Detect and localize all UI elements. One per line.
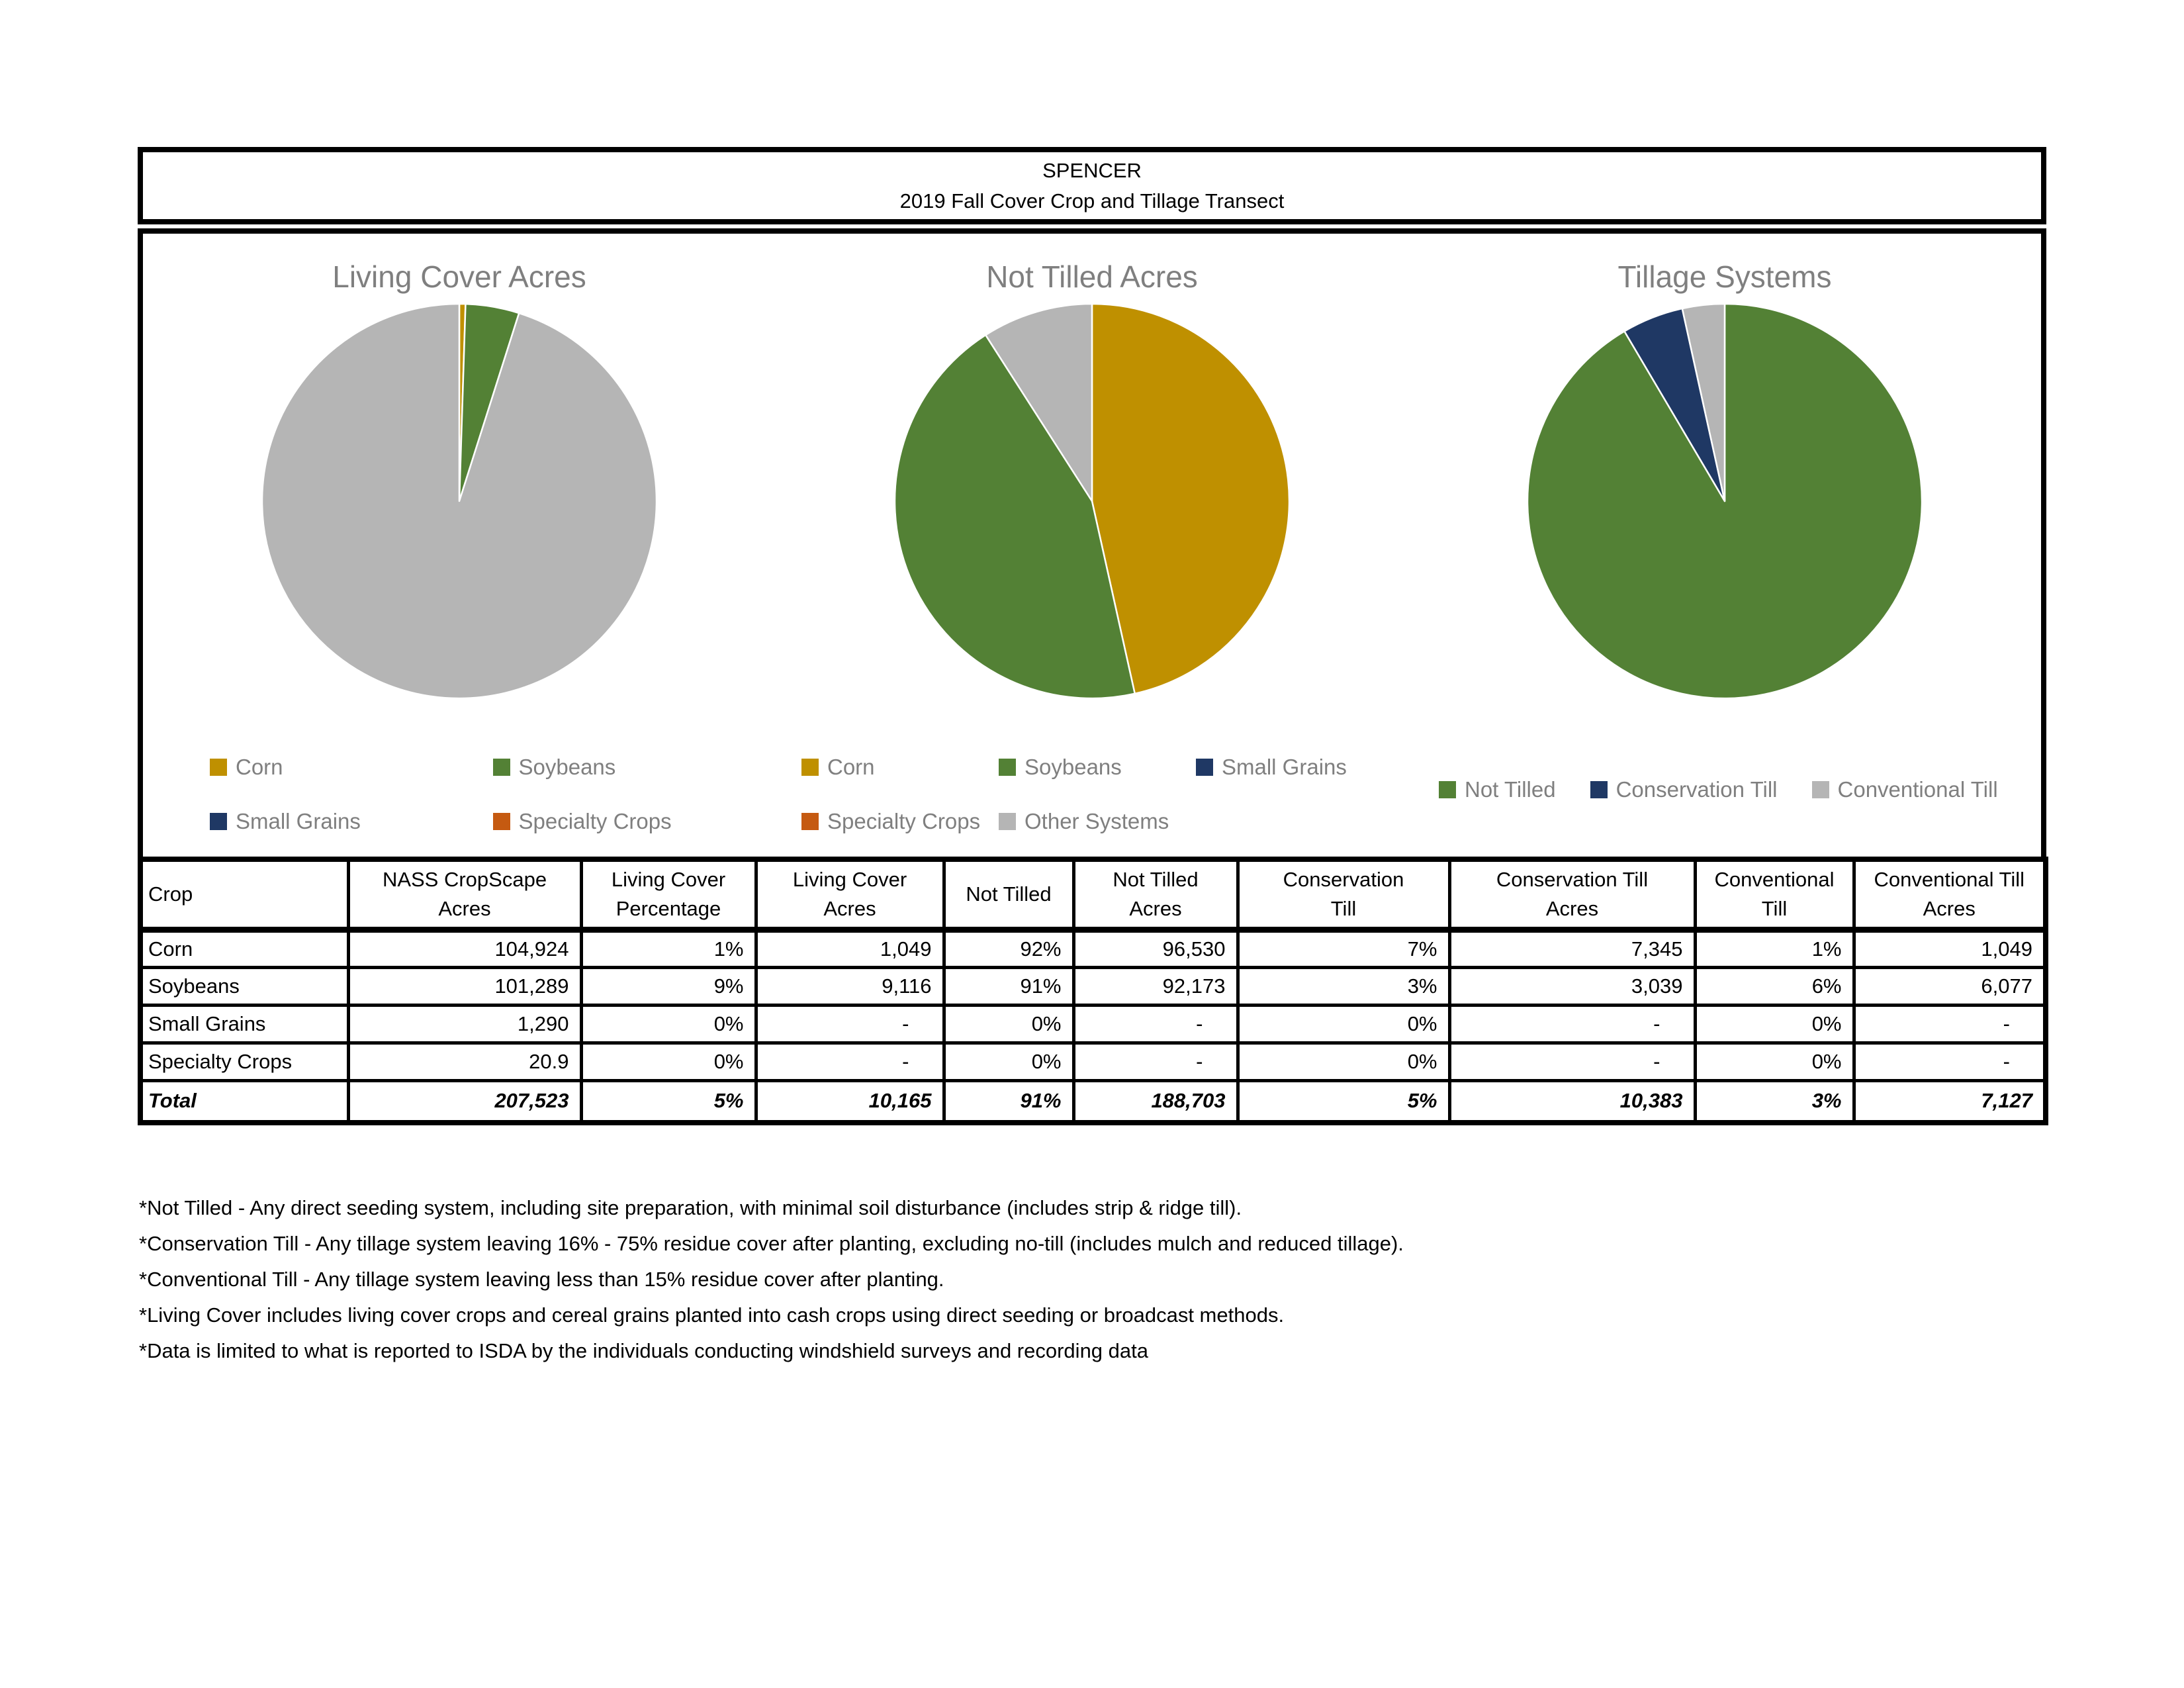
table-cell: - bbox=[756, 1043, 944, 1080]
table-cell: 10,383 bbox=[1449, 1080, 1695, 1123]
legend-label: Not Tilled bbox=[1465, 777, 1556, 802]
table-cell: 1% bbox=[581, 929, 756, 967]
living-cover-acres-pie bbox=[257, 299, 662, 704]
table-cell: Total bbox=[140, 1080, 348, 1123]
footnote: *Not Tilled - Any direct seeding system, including site preparation, with minimal soil disturbance (includes strip & ridge till). bbox=[139, 1196, 1242, 1219]
table-total-row bbox=[140, 1080, 2046, 1123]
table-cell: 9,116 bbox=[756, 967, 944, 1005]
legend-swatch bbox=[210, 813, 227, 830]
legend-swatch bbox=[801, 813, 819, 830]
not-tilled-acres-legend bbox=[776, 755, 1408, 863]
table-cell: 6% bbox=[1695, 967, 1854, 1005]
table-cell: 7,345 bbox=[1449, 929, 1695, 967]
report-subtitle: 2019 Fall Cover Crop and Tillage Transect bbox=[899, 189, 1285, 212]
table-cell: 6,077 bbox=[1854, 967, 2046, 1005]
legend-label: Corn bbox=[827, 755, 875, 779]
legend-swatch bbox=[1196, 759, 1213, 776]
column-header: Not Tilled Acres bbox=[1073, 859, 1238, 929]
legend-label: Soybeans bbox=[1024, 755, 1122, 779]
legend-label: Corn bbox=[236, 755, 283, 779]
legend-row bbox=[801, 755, 1408, 780]
column-header: Crop bbox=[140, 859, 348, 929]
legend-row bbox=[1439, 777, 2041, 802]
table-header-row bbox=[140, 859, 2046, 929]
table-cell: 92% bbox=[944, 929, 1073, 967]
legend-item-not-tilled bbox=[1439, 777, 1556, 802]
legend-item-specialty-crops bbox=[801, 809, 999, 834]
legend-swatch bbox=[210, 759, 227, 776]
table-cell: - bbox=[1073, 1005, 1238, 1043]
table-cell: 91% bbox=[944, 967, 1073, 1005]
table-cell: 10,165 bbox=[756, 1080, 944, 1123]
tillage-systems-pie bbox=[1522, 299, 1927, 704]
column-header: Not Tilled bbox=[944, 859, 1073, 929]
table-cell: 1% bbox=[1695, 929, 1854, 967]
table-cell: 1,049 bbox=[1854, 929, 2046, 967]
table-row bbox=[140, 1043, 2046, 1080]
table-head bbox=[140, 859, 2046, 929]
legend-item-specialty-crops bbox=[493, 809, 776, 834]
footnote: *Living Cover includes living cover crops and cereal grains planted into cash crops using direct seeding or broadcast methods. bbox=[139, 1303, 1285, 1327]
table-cell: 0% bbox=[1238, 1005, 1449, 1043]
table-cell: - bbox=[1449, 1043, 1695, 1080]
table-cell: 3% bbox=[1695, 1080, 1854, 1123]
table-cell: 207,523 bbox=[348, 1080, 581, 1123]
report-title: SPENCER bbox=[1042, 158, 1142, 182]
table-cell: 7% bbox=[1238, 929, 1449, 967]
column-header: Living Cover Acres bbox=[756, 859, 944, 929]
legend-swatch bbox=[1439, 781, 1456, 798]
legend-row bbox=[210, 755, 776, 780]
table-cell: Corn bbox=[140, 929, 348, 967]
table-cell: - bbox=[1854, 1043, 2046, 1080]
table-cell: 3% bbox=[1238, 967, 1449, 1005]
report-header bbox=[138, 147, 2046, 224]
table-cell: Soybeans bbox=[140, 967, 348, 1005]
legend-swatch bbox=[801, 759, 819, 776]
legend-label: Soybeans bbox=[518, 755, 616, 779]
tillage-systems-legend bbox=[1408, 777, 2041, 802]
living-cover-acres-chart bbox=[143, 234, 776, 857]
column-header: Living Cover Percentage bbox=[581, 859, 756, 929]
table-cell: 7,127 bbox=[1854, 1080, 2046, 1123]
column-header: Conventional Till bbox=[1695, 859, 1854, 929]
not-tilled-acres-pie bbox=[889, 299, 1295, 704]
column-header: Conservation Till Acres bbox=[1449, 859, 1695, 929]
table-cell: 1,290 bbox=[348, 1005, 581, 1043]
legend-item-conservation-till bbox=[1590, 777, 1778, 802]
legend-swatch bbox=[999, 813, 1016, 830]
table-row bbox=[140, 929, 2046, 967]
legend-swatch bbox=[1590, 781, 1608, 798]
table-cell: 0% bbox=[1695, 1005, 1854, 1043]
table-cell: Specialty Crops bbox=[140, 1043, 348, 1080]
table-cell: - bbox=[1073, 1043, 1238, 1080]
tillage-systems-chart bbox=[1408, 234, 2041, 857]
footnotes bbox=[139, 1190, 2045, 1369]
table-cell: 0% bbox=[581, 1043, 756, 1080]
table-cell: 5% bbox=[581, 1080, 756, 1123]
table-cell: 0% bbox=[1695, 1043, 1854, 1080]
table-cell: Small Grains bbox=[140, 1005, 348, 1043]
charts-panel bbox=[138, 228, 2046, 857]
table-cell: 3,039 bbox=[1449, 967, 1695, 1005]
column-header: NASS CropScape Acres bbox=[348, 859, 581, 929]
footnote: *Conventional Till - Any tillage system leaving less than 15% residue cover after planting. bbox=[139, 1268, 944, 1291]
legend-item-conventional-till bbox=[1812, 777, 1998, 802]
footnote: *Conservation Till - Any tillage system leaving 16% - 75% residue cover after planting, excluding no-till (includes mulch and reduced tillage). bbox=[139, 1232, 1404, 1255]
table-cell: 0% bbox=[944, 1005, 1073, 1043]
table-cell: - bbox=[756, 1005, 944, 1043]
table-body bbox=[140, 929, 2046, 1123]
table-row bbox=[140, 967, 2046, 1005]
legend-item-soybeans bbox=[999, 755, 1196, 780]
table-cell: 0% bbox=[944, 1043, 1073, 1080]
table-cell: 96,530 bbox=[1073, 929, 1238, 967]
not-tilled-acres-chart bbox=[776, 234, 1408, 857]
legend-item-other-systems bbox=[999, 809, 1196, 834]
legend-label: Small Grains bbox=[236, 809, 361, 833]
legend-label: Conventional Till bbox=[1837, 777, 1998, 802]
legend-label: Conservation Till bbox=[1615, 777, 1778, 802]
legend-swatch bbox=[1812, 781, 1829, 798]
table-cell: 188,703 bbox=[1073, 1080, 1238, 1123]
table-row bbox=[140, 1005, 2046, 1043]
legend-item-soybeans bbox=[493, 755, 776, 780]
chart-title: Tillage Systems bbox=[1617, 259, 1832, 294]
table-cell: 1,049 bbox=[756, 929, 944, 967]
legend-item-small-grains bbox=[210, 809, 493, 834]
data-table bbox=[138, 857, 2048, 1125]
legend-row bbox=[801, 809, 1408, 834]
legend-row bbox=[210, 809, 776, 834]
living-cover-acres-legend bbox=[143, 755, 776, 863]
table-cell: 91% bbox=[944, 1080, 1073, 1123]
legend-item-corn bbox=[210, 755, 493, 780]
legend-label: Specialty Crops bbox=[827, 809, 981, 833]
legend-label: Specialty Crops bbox=[518, 809, 672, 833]
legend-item-small-grains bbox=[1196, 755, 1393, 780]
legend-label: Other Systems bbox=[1024, 809, 1169, 833]
table-cell: 20.9 bbox=[348, 1043, 581, 1080]
table-cell: - bbox=[1449, 1005, 1695, 1043]
legend-swatch bbox=[493, 759, 510, 776]
footnote: *Data is limited to what is reported to ISDA by the individuals conducting windshield surveys and recording data bbox=[139, 1339, 1148, 1362]
table-cell: 0% bbox=[1238, 1043, 1449, 1080]
table-cell: 92,173 bbox=[1073, 967, 1238, 1005]
legend-swatch bbox=[999, 759, 1016, 776]
chart-title: Not Tilled Acres bbox=[986, 259, 1198, 294]
table-cell: 104,924 bbox=[348, 929, 581, 967]
column-header: Conservation Till bbox=[1238, 859, 1449, 929]
pie-slice-slice-4 bbox=[262, 304, 657, 698]
table-cell: 101,289 bbox=[348, 967, 581, 1005]
table-cell: - bbox=[1854, 1005, 2046, 1043]
table-cell: 5% bbox=[1238, 1080, 1449, 1123]
table-cell: 0% bbox=[581, 1005, 756, 1043]
column-header: Conventional Till Acres bbox=[1854, 859, 2046, 929]
table-cell: 9% bbox=[581, 967, 756, 1005]
legend-label: Small Grains bbox=[1222, 755, 1347, 779]
legend-item-corn bbox=[801, 755, 999, 780]
chart-title: Living Cover Acres bbox=[332, 259, 586, 294]
legend-swatch bbox=[493, 813, 510, 830]
